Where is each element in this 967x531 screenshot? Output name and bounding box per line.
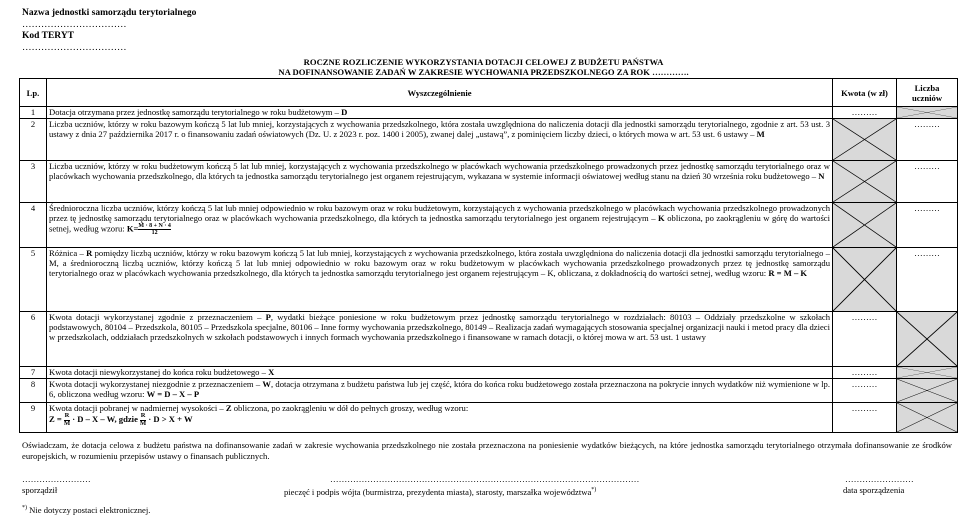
title-line2: NA DOFINANSOWANIE ZADAŃ W ZAKRESIE WYCHOWANIA PRZEDSZKOLNEGO ZA ROK …………. — [278, 67, 689, 77]
row-lp: 8 — [20, 379, 47, 403]
declaration: Oświadczam, że dotacja celowa z budżetu państwa na dofinansowanie zadań w zakresie wychowania przedszkolnego nie została przeznaczona na poniesienie wydatków bieżących, na które jednostka samorządu terytorialnego otrzymała dofinansowanie ze środków europejskich, w rozumieniu przepisów ustawy o finansach publicznych. — [22, 440, 952, 461]
table-row — [20, 119, 958, 161]
col-amount: Kwota (w zł) — [833, 79, 897, 107]
row-lp: 2 — [20, 119, 47, 161]
author-label: sporządził — [22, 485, 58, 495]
count-field[interactable]: ……… — [897, 161, 958, 203]
col-description: Wyszczególnienie — [47, 79, 833, 107]
amount-field[interactable]: ……… — [833, 107, 897, 119]
date-dots: …………………… — [845, 474, 914, 484]
row-text: Kwota dotacji niewykorzystanej do końca roku budżetowego – X — [47, 367, 833, 379]
count-field[interactable]: ……… — [897, 203, 958, 248]
crossed-cell — [897, 312, 958, 367]
date-label: data sporządzenia — [843, 485, 905, 495]
crossed-cell — [833, 119, 897, 161]
row-text: Liczba uczniów, którzy w roku budżetowym kończą 5 lat lub mniej, korzystających z wychowania przedszkolnego w placówkach wychowania przedszkolnego prowadzonych przez jednostkę samorządu terytorialnego oraz w placówkach wychowania przedszkolnego, dla których ta jednostka samorządu terytorialnego jest organem rejestrującym, wykazana w systemie informacji oświatowej według stanu na dzień 30 września roku budżetowego – N — [47, 161, 833, 203]
amount-field[interactable]: ……… — [833, 403, 897, 433]
unit-name-dots: …………………………… — [22, 20, 127, 30]
stamp-dots: ……………………………………………………………………………………………… — [330, 474, 640, 484]
row-lp: 1 — [20, 107, 47, 119]
table-row — [20, 367, 958, 379]
row-text: Kwota dotacji pobranej w nadmiernej wysokości – Z obliczona, po zaokrągleniu w dół do pełnych groszy, według wzoru: Z = $\frac{R}{M}$ · D – X – W, gdzie $\frac{R}{M}$ · D > X + W — [47, 403, 833, 433]
amount-field[interactable]: ……… — [833, 312, 897, 367]
title-line1: ROCZNE ROZLICZENIE WYKORZYSTANIA DOTACJI CELOWEJ Z BUDŻETU PAŃSTWA — [303, 57, 664, 67]
row-text: Różnica – R pomiędzy liczbą uczniów, którzy w roku bazowym kończą 5 lat lub mniej, korzystających z wychowania przedszkolnego, która została uwzględniona do naliczenia dotacji dla jednostki samorządu terytorialnego – M, a średnioroczną liczbą uczniów, którzy kończą 5 lat lub mniej odpowiednio w roku bazowym oraz w roku budżetowym w placówkach wychowania przedszkolnego prowadzonych przez tę jednostkę samorządu terytorialnego oraz w placówkach wychowania przedszkolnego, dla których ta jednostka samorządu terytorialnego jest organem rejestrującym – K, obliczana, z dokładnością do wartości setnej, według wzoru: R = M – K — [47, 248, 833, 312]
row-text: Kwota dotacji wykorzystanej zgodnie z przeznaczeniem – P, wydatki bieżące poniesione w roku budżetowym przez jednostkę samorządu terytorialnego w rozdziałach: 80103 – Oddziały przedszkolne w szkołach podstawowych, 80104 – Przedszkola, 80105 – Przedszkola specjalne, 80106 – Inne formy wychowania przedszkolnego, 80149 – Realizacja zadań wymagających stosowania specjalnej organizacji nauki i metod pracy dla dzieci w przedszkolach, oddziałach przedszkolnych w szkołach podstawowych i innych formach wychowania przedszkolnego i finansowane w ramach dotacji, o której mowa w art. 53 ust. 1 ustawy — [47, 312, 833, 367]
table-row — [20, 248, 958, 312]
table-row — [20, 107, 958, 119]
teryt-label: Kod TERYT — [22, 31, 75, 41]
count-field[interactable]: ……… — [897, 248, 958, 312]
crossed-cell — [897, 367, 958, 379]
stamp-label: pieczęć i podpis wójta (burmistrza, prezydenta miasta), starosty, marszałka województwa*) — [284, 486, 597, 497]
amount-field[interactable]: ……… — [833, 379, 897, 403]
row-lp: 4 — [20, 203, 47, 248]
crossed-cell — [897, 107, 958, 119]
row-lp: 5 — [20, 248, 47, 312]
row-lp: 9 — [20, 403, 47, 433]
settlement-table — [19, 78, 958, 433]
table-row — [20, 161, 958, 203]
row-text: Liczba uczniów, którzy w roku bazowym kończą 5 lat lub mniej, korzystających z wychowania przedszkolnego, która została uwzględniona do naliczenia dotacji dla jednostki samorządu terytorialnego, zgodnie z art. 53 ust. 3 ustawy z dnia 27 października 2017 r. o finansowaniu zadań oświatowych (Dz. U. z 2023 r. poz. 1400 i 2005), zwanej dalej „ustawą”, z pominięciem liczby dzieci, o których mowa w art. 53 ust. 6 ustawy – M — [47, 119, 833, 161]
row-lp: 7 — [20, 367, 47, 379]
crossed-cell — [833, 203, 897, 248]
row-lp: 6 — [20, 312, 47, 367]
row-text: Średnioroczna liczba uczniów, którzy kończą 5 lat lub mniej odpowiednio w roku bazowym oraz w roku budżetowym, korzystających z wychowania przedszkolnego w placówkach wychowania przedszkolnego prowadzonych przez tę jednostkę samorządu terytorialnego oraz w placówkach wychowania przedszkolnego, dla których ta jednostka samorządu terytorialnego jest organem rejestrującym – K obliczona, po zaokrągleniu w górę do wartości setnej, według wzoru: K= $\frac{M \cdot 8 + N \cdot 4}{12}$ — [47, 203, 833, 248]
crossed-cell — [833, 248, 897, 312]
table-row — [20, 312, 958, 367]
crossed-cell — [897, 403, 958, 433]
row-lp: 3 — [20, 161, 47, 203]
row-text: Kwota dotacji wykorzystanej niezgodnie z przeznaczeniem – W, dotacja otrzymana z budżetu państwa lub jej część, która do końca roku budżetowego została przeznaczona na pokrycie innych wydatków niż wymienione w lp. 6, obliczona według wzoru: W = D – X – P — [47, 379, 833, 403]
teryt-dots: …………………………… — [22, 43, 127, 53]
amount-field[interactable]: ……… — [833, 367, 897, 379]
table-row — [20, 403, 958, 433]
crossed-cell — [833, 161, 897, 203]
col-lp: Lp. — [20, 79, 47, 107]
author-dots: …………………… — [22, 474, 91, 484]
row-text: Dotacja otrzymana przez jednostkę samorządu terytorialnego w roku budżetowym – D — [47, 107, 833, 119]
table-row — [20, 203, 958, 248]
crossed-cell — [897, 379, 958, 403]
count-field[interactable]: ……… — [897, 119, 958, 161]
col-count: Liczba uczniów — [897, 79, 958, 107]
table-row — [20, 379, 958, 403]
unit-name-label: Nazwa jednostki samorządu terytorialnego — [22, 8, 197, 18]
footnote: *) Nie dotyczy postaci elektronicznej. — [22, 505, 151, 515]
